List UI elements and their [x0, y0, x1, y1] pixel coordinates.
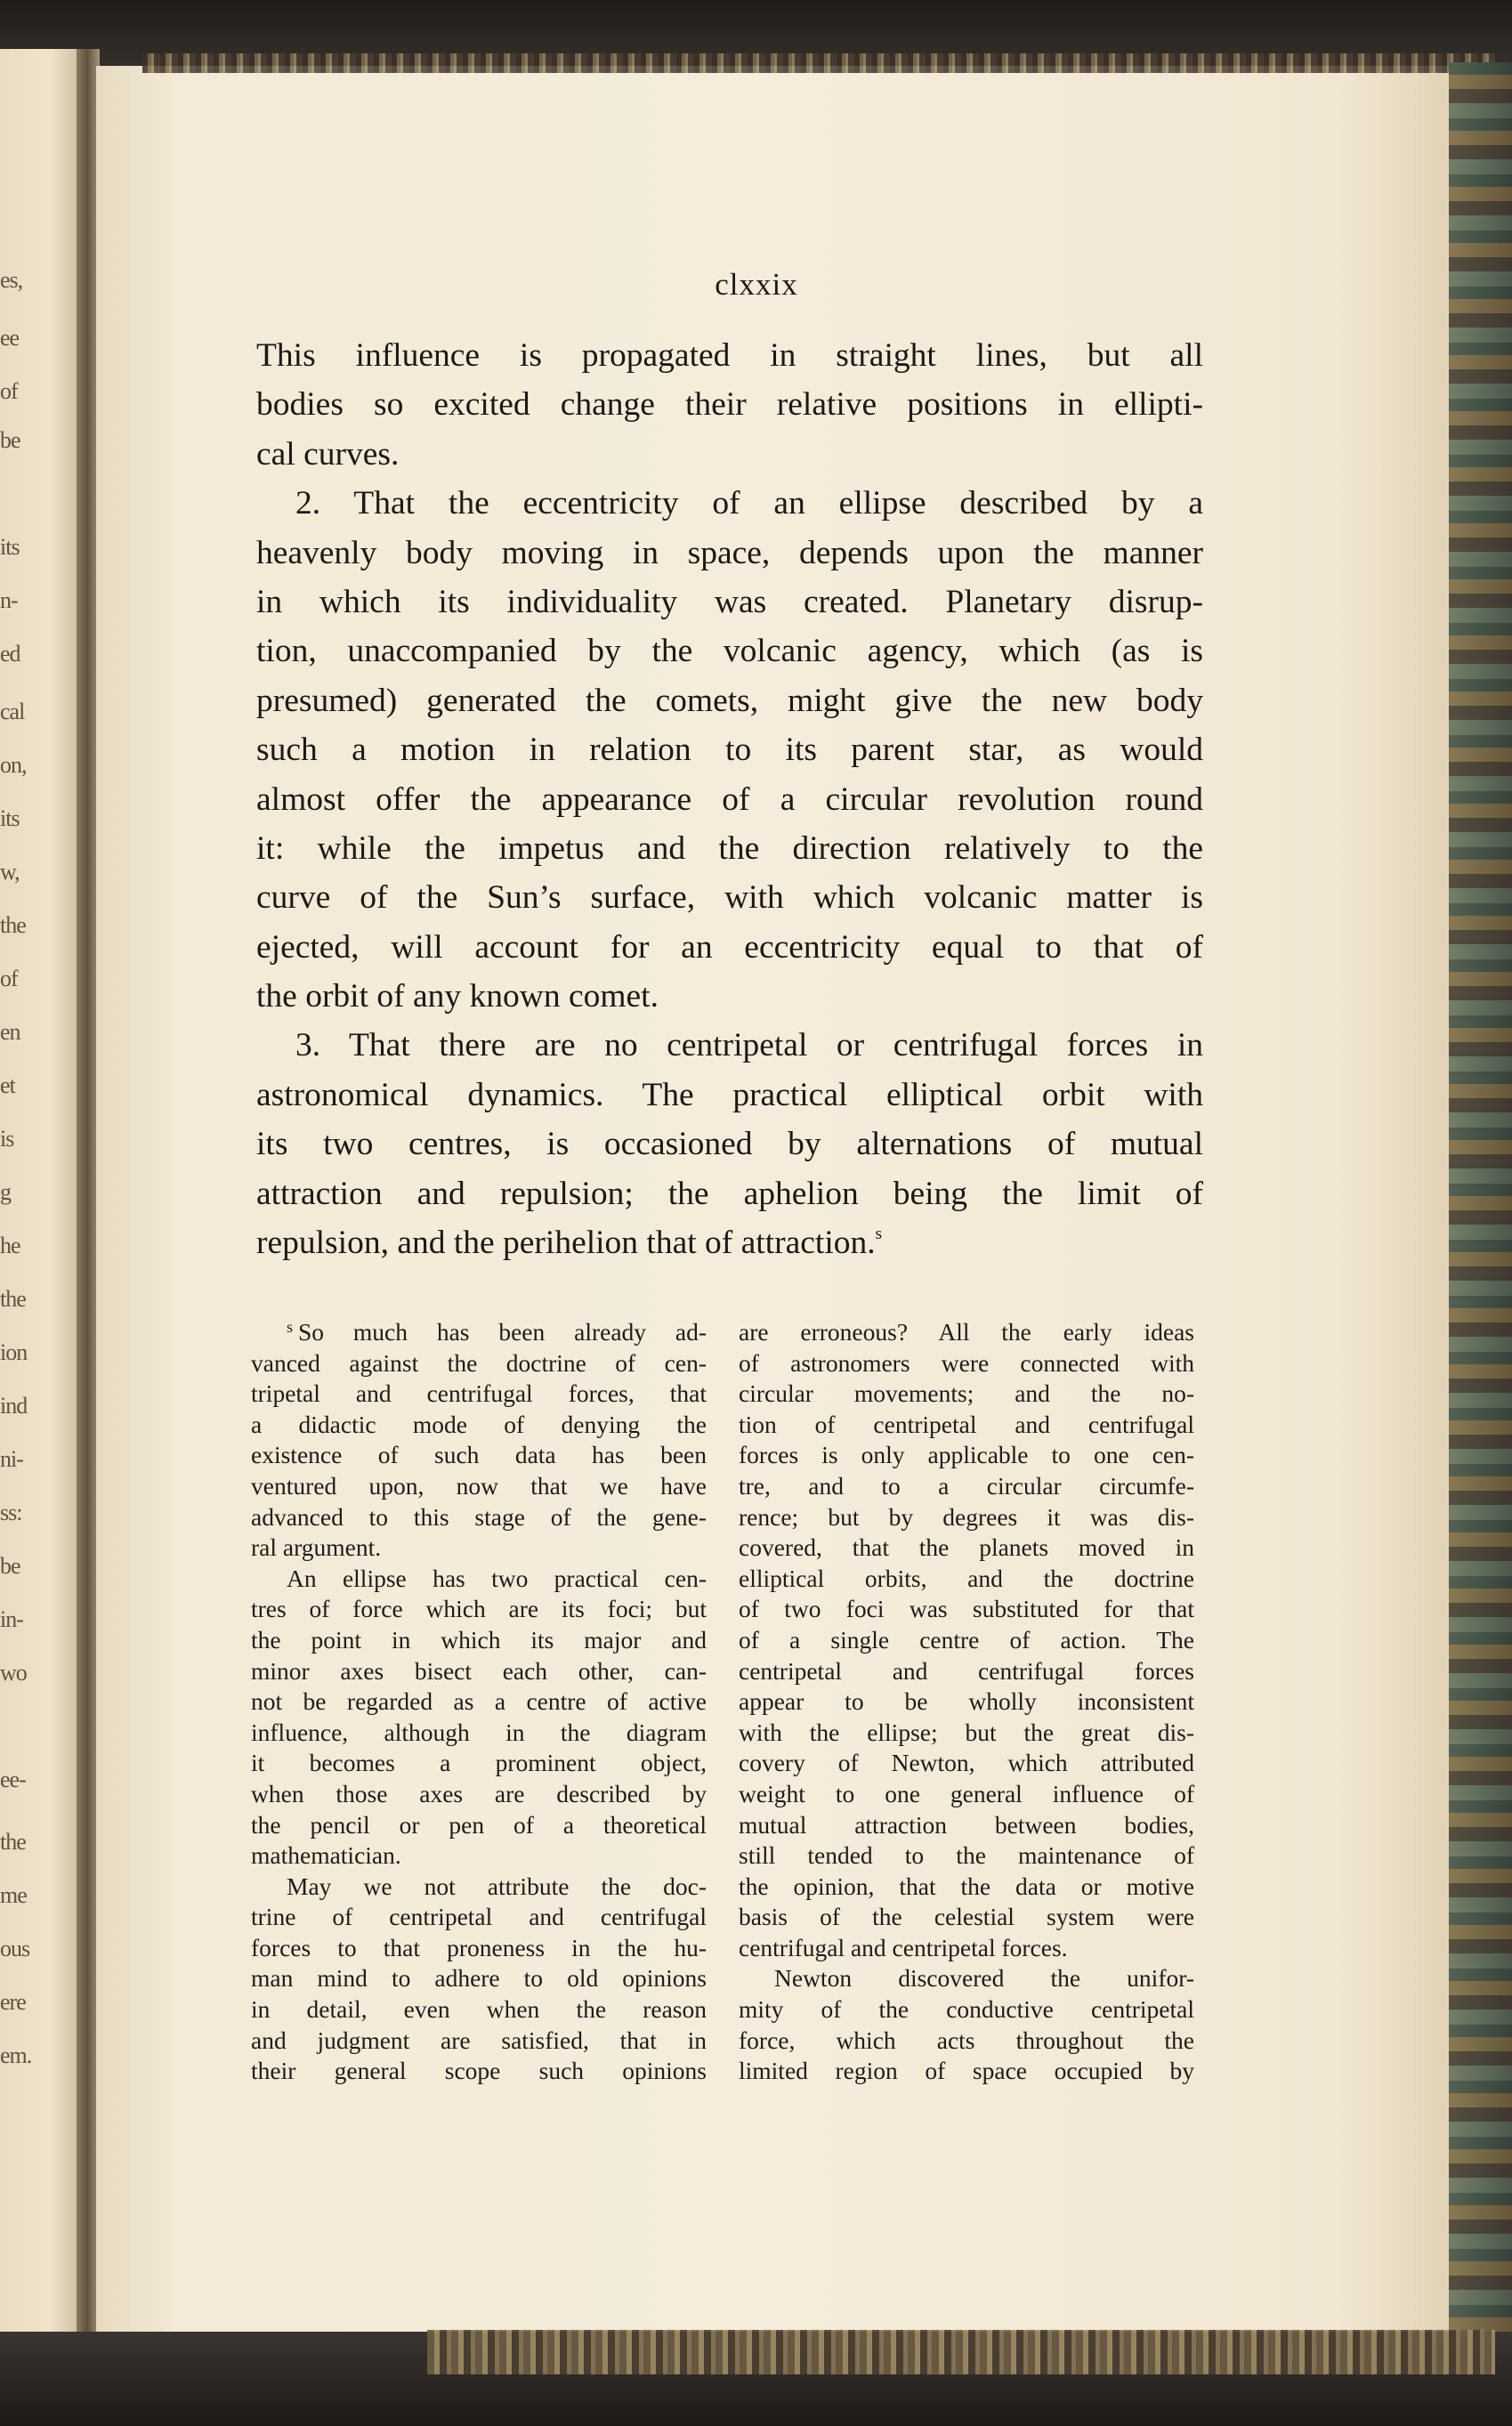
- facing-page-fragment: ee: [0, 325, 20, 351]
- footnote-line: [251, 2026, 707, 2057]
- footnote-line-text: not be regarded as a centre of active: [251, 1687, 707, 1716]
- facing-page-fragment: ere: [0, 1989, 26, 2015]
- footnote-line: the opinion, that the data or motive: [739, 1872, 1194, 1900]
- footnote-line: [251, 1625, 707, 1656]
- footnote-line: [251, 1348, 707, 1379]
- footnote-line: [251, 2056, 707, 2087]
- footnote-line: tre, and to a circular circumfe-: [739, 1471, 1194, 1500]
- facing-page-fragment: of: [0, 378, 18, 404]
- text-line: presumed) generated the comets, might give the new body: [256, 682, 1203, 719]
- facing-page-fragment: en: [0, 1019, 20, 1045]
- footnote-line: are erroneous? All the early ideas: [739, 1318, 1194, 1346]
- text-line: heavenly body moving in space, depends upon the manner: [256, 534, 1203, 571]
- facing-page-fragment: of: [0, 966, 18, 991]
- facing-page-fragment: et: [0, 1072, 15, 1098]
- footnote-line: still tended to the maintenance of: [739, 1841, 1194, 1870]
- footnote-line-text: vanced against the doctrine of cen-: [251, 1348, 707, 1377]
- footnote-line: weight to one general influence of: [739, 1779, 1194, 1807]
- footnote-column-right: [739, 1317, 1194, 2087]
- facing-page-fragment: ous: [0, 1936, 30, 1961]
- footnote-line: force, which acts throughout the: [739, 2026, 1194, 2054]
- footnote-line: Newton discovered the unifor-: [774, 1964, 1194, 1993]
- footnote-line: of two foci was substituted for that: [739, 1595, 1194, 1623]
- footnote-line-text: advanced to this stage of the gene-: [251, 1502, 707, 1531]
- footnote-line: [251, 1840, 707, 1872]
- footnote-line-text: in detail, even when the reason: [251, 1995, 707, 2024]
- footnote-line: covered, that the planets moved in: [739, 1533, 1194, 1562]
- text-line: This influence is propagated in straight lines, but all: [256, 337, 1203, 374]
- facing-page-fragment: its: [0, 534, 20, 560]
- footnote-marker: s: [287, 1318, 294, 1336]
- text-line: [256, 1218, 1203, 1267]
- footnote-line: elliptical orbits, and the doctrine: [739, 1564, 1194, 1592]
- text-line: its two centres, is occasioned by alternations of mutual: [256, 1126, 1203, 1163]
- facing-page-fragment: in-: [0, 1606, 23, 1632]
- text-line: 2. That the eccentricity of an ellipse described by a: [295, 485, 1203, 522]
- footnote-line: [251, 1933, 707, 1964]
- text-line: almost offer the appearance of a circular revolution round: [256, 780, 1203, 818]
- footnote-line: [251, 1872, 707, 1903]
- footnote-line: [251, 1810, 707, 1841]
- footnote-line: [251, 1963, 707, 1994]
- text-line: cal curves.: [256, 435, 400, 473]
- footnote-line: circular movements; and the no-: [739, 1379, 1194, 1408]
- footnote-line: [251, 1748, 707, 1779]
- facing-page-fragment: cal: [0, 699, 25, 724]
- facing-page-fragment: the: [0, 1286, 26, 1312]
- text-line-content: repulsion, and the perihelion that of attraction.: [256, 1225, 876, 1262]
- footnote-line-text: when those axes are described by: [251, 1779, 707, 1807]
- text-line: in which its individuality was created. Planetary disrup-: [256, 583, 1203, 620]
- footnote-line: [251, 1718, 707, 1749]
- footnote-line-text: So much has been already ad-: [298, 1318, 707, 1346]
- footnote-line-text: An ellipse has two practical cen-: [287, 1564, 707, 1592]
- facing-page-fragment: ed: [0, 641, 20, 667]
- footnote-line-text: trine of centripetal and centrifugal: [251, 1903, 707, 1931]
- facing-page-fragment: ni-: [0, 1446, 23, 1472]
- facing-page-fragment: be: [0, 427, 20, 453]
- facing-page-fragment: be: [0, 1553, 20, 1579]
- facing-page-fragment: es,: [0, 267, 23, 293]
- page-number: clxxix: [715, 267, 798, 302]
- footnote-line: [251, 1594, 707, 1625]
- footnote-line-text: mathematician.: [251, 1841, 401, 1870]
- footnote-line-text: the pencil or pen of a theoretical: [251, 1810, 707, 1839]
- footnote-line-text: a didactic mode of denying the: [251, 1410, 707, 1438]
- footnote-line: [251, 1686, 707, 1718]
- footnote-line-text: ventured upon, now that we have: [251, 1471, 707, 1500]
- footnote-line: [251, 1994, 707, 2026]
- footnote-line-text: influence, although in the diagram: [251, 1718, 707, 1746]
- facing-page-fragment: ind: [0, 1393, 28, 1419]
- footnote-line: [251, 1779, 707, 1810]
- footnote-line: [251, 1379, 707, 1410]
- facing-page-fragment: ee-: [0, 1767, 26, 1792]
- footnote-line-text: existence of such data has been: [251, 1441, 707, 1469]
- text-line: curve of the Sun’s surface, with which volcanic matter is: [256, 879, 1203, 917]
- facing-page-fragment: its: [0, 805, 20, 831]
- text-line: ejected, will account for an eccentricity equal to that of: [256, 928, 1203, 966]
- facing-page-fragment: is: [0, 1126, 14, 1152]
- footnote-line: forces is only applicable to one cen-: [739, 1441, 1194, 1469]
- footnote-line: covery of Newton, which attributed: [739, 1749, 1194, 1777]
- footnote-line-text: ral argument.: [251, 1533, 382, 1562]
- footnote-line: [251, 1502, 707, 1533]
- footnote-line-text: the point in which its major and: [251, 1625, 707, 1654]
- facing-page-fragment: n-: [0, 587, 18, 613]
- footnote-line: [251, 1317, 707, 1348]
- text-line: it: while the impetus and the direction relatively to the: [256, 829, 1203, 867]
- text-line: astronomical dynamics. The practical elliptical orbit with: [256, 1076, 1203, 1113]
- footnote-line-text: and judgment are satisfied, that in: [251, 2026, 707, 2054]
- footnote-line-text: minor axes bisect each other, can-: [251, 1656, 707, 1685]
- footnote-line: basis of the celestial system were: [739, 1903, 1194, 1931]
- facing-page-fragment: g: [0, 1179, 11, 1205]
- text-line: 3. That there are no centripetal or centrifugal forces in: [295, 1027, 1203, 1064]
- facing-page-fragment: the: [0, 1829, 26, 1855]
- footnote-line: [251, 1656, 707, 1687]
- footnote-line: centrifugal and centripetal forces.: [739, 1933, 1068, 1961]
- footnote-column-left: [251, 1317, 707, 2087]
- footnote-line: [251, 1410, 707, 1441]
- footnote-line-text: forces to that proneness in the hu-: [251, 1933, 707, 1961]
- footnote-line: centripetal and centrifugal forces: [739, 1656, 1194, 1685]
- footnote-line: rence; but by degrees it was dis-: [739, 1502, 1194, 1531]
- facing-page-fragment: em.: [0, 2042, 32, 2068]
- footnote-line: [251, 1440, 707, 1471]
- facing-page-fragment: wo: [0, 1660, 27, 1686]
- footnote-line-text: their general scope such opinions: [251, 2057, 707, 2085]
- text-line: such a motion in relation to its parent star, as would: [256, 732, 1203, 769]
- facing-page-fragment: he: [0, 1233, 20, 1258]
- footnote-line: limited region of space occupied by: [739, 2057, 1194, 2085]
- facing-page-fragment: ion: [0, 1339, 28, 1365]
- footnote-line: of a single centre of action. The: [739, 1625, 1194, 1654]
- facing-page-fragment: ss:: [0, 1500, 22, 1525]
- footnote-line: [251, 1902, 707, 1933]
- footnote-line: with the ellipse; but the great dis-: [739, 1718, 1194, 1746]
- facing-page-fragment: w,: [0, 859, 20, 885]
- footnote-reference[interactable]: s: [875, 1225, 883, 1244]
- text-line: bodies so excited change their relative positions in ellipti-: [256, 386, 1203, 424]
- footnote-line: [251, 1564, 707, 1595]
- footnote-line: [251, 1532, 707, 1564]
- footnote-line: [251, 1471, 707, 1502]
- footnote-line: tion of centripetal and centrifugal: [739, 1410, 1194, 1438]
- facing-page-fragment: the: [0, 912, 26, 938]
- footnote-line: of astronomers were connected with: [739, 1348, 1194, 1377]
- footnote-line: mity of the conductive centripetal: [739, 1995, 1194, 2024]
- footnote-line-text: it becomes a prominent object,: [251, 1749, 707, 1777]
- footnote-line-text: tripetal and centrifugal forces, that: [251, 1379, 707, 1408]
- facing-page-fragment: on,: [0, 752, 27, 778]
- footnote-line-text: man mind to adhere to old opinions: [251, 1964, 707, 1993]
- footnote-line: appear to be wholly inconsistent: [739, 1687, 1194, 1716]
- text-line: attraction and repulsion; the aphelion being the limit of: [256, 1175, 1203, 1212]
- text-line: the orbit of any known comet.: [256, 978, 659, 1015]
- footnote-line-text: May we not attribute the doc-: [287, 1872, 707, 1900]
- text-line: tion, unaccompanied by the volcanic agency, which (as is: [256, 633, 1203, 670]
- footnote-line: mutual attraction between bodies,: [739, 1810, 1194, 1839]
- main-text: [256, 331, 1203, 1267]
- facing-page-fragment: me: [0, 1882, 27, 1908]
- footnote-line-text: tres of force which are its foci; but: [251, 1595, 707, 1623]
